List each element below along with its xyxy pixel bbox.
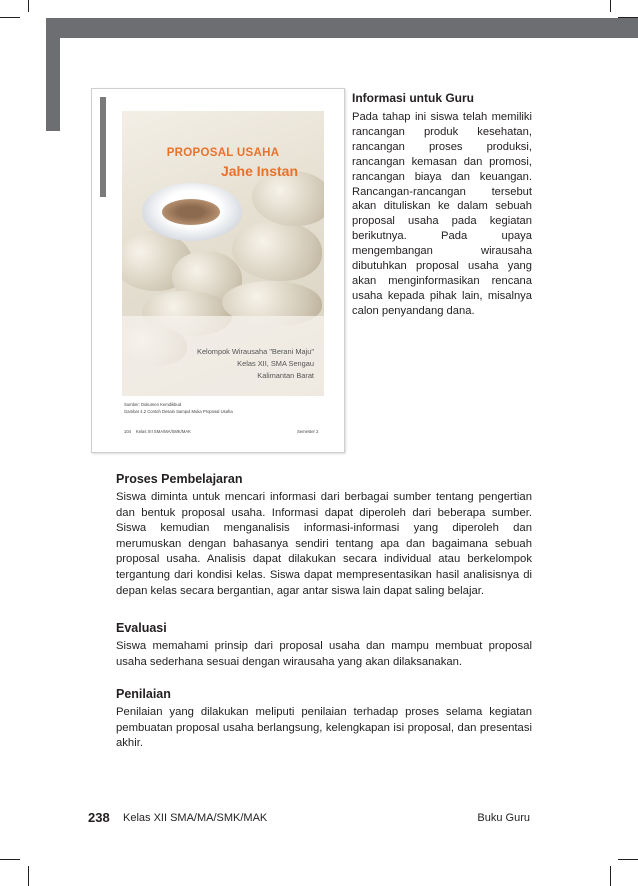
crop-mark — [610, 0, 611, 12]
ginger-illustration — [252, 171, 324, 226]
cover-region-line: Kalimantan Barat — [257, 371, 314, 380]
info-text: Pada tahap ini siswa telah memiliki rancangan produk kesehatan, rancangan proses produksi, rancangan kemasan dan promosi, rancangan biaya dan keuangan. Rancangan-rancangan tersebut akan dituliskan ke dalam sebuah proposal usaha pada kegiatan berikutnya. Pada upaya mengembangan wirausaha dibutuhkan proposal usaha yang akan menginformasikan rencana usaha kepada pihak lain, misalnya calon penyandang dana. — [352, 111, 532, 317]
cover-subtitle: Jahe Instan — [220, 163, 298, 179]
section-text-evaluation: Siswa memahami prinsip dari proposal usaha dan mampu membuat proposal usaha sederhana sesuai dengan wirausaha yang akan dilaksanakan. — [116, 640, 532, 668]
thumbnail-side-bar — [100, 97, 106, 197]
crop-mark — [610, 866, 611, 886]
thumbnail-caption: Gambar 4.2 Contoh Desain Sampul Muka Proposal Usaha — [124, 409, 233, 414]
header-band — [46, 18, 638, 38]
crop-mark — [0, 859, 20, 860]
cover-title: PROPOSAL USAHA — [166, 147, 280, 159]
cover-class-line: Kelas XII, SMA Sengau — [237, 359, 314, 368]
crop-mark — [0, 17, 20, 18]
powder-illustration — [162, 199, 220, 225]
section-heading-assessment: Penilaian — [116, 687, 171, 701]
thumbnail-source-note: Sumber: Dokumen Kemdikbud — [124, 402, 182, 407]
proposal-cover-image — [122, 111, 324, 396]
crop-mark — [28, 866, 29, 886]
section-text-process: Siswa diminta untuk mencari informasi dari berbagai sumber tentang pengertian dan bentuk proposal usaha. Informasi dapat diperoleh dari beberapa sumber. Siswa kemudian menganalisis informasi-informasi yang diperoleh dan merumuskan dengan bahasanya sendiri tentang apa dan bagaimana sebuah proposal usaha. Analisis dapat dilakukan secara individual atau berkelompok tergantung dari kondisi kelas. Siswa dapat mempresentasikan hasil analisisnya di depan kelas secara bergantian, agar antar siswa lain dapat saling belajar. — [116, 491, 532, 597]
section-text-assessment: Penilaian yang dilakukan meliputi penilaian terhadap proses selama kegiatan pembuatan proposal usaha berlangsung, kelengkapan isi proposal, dan presentasi akhir. — [116, 706, 532, 750]
section-heading-evaluation: Evaluasi — [116, 621, 167, 635]
cover-footer-band — [122, 316, 324, 396]
header-side-bar — [46, 38, 60, 131]
page-thumbnail — [91, 88, 345, 453]
thumbnail-footer: Kelas XII SMA/MA/SMK/MAK — [136, 429, 191, 434]
section-heading-process: Proses Pembelajaran — [116, 472, 243, 486]
page-number: 238 — [88, 810, 110, 825]
thumbnail-semester: Semester 2 — [297, 429, 319, 434]
cover-group-line: Kelompok Wirausaha "Berani Maju" — [197, 347, 314, 356]
footer-book: Kelas XII SMA/MA/SMK/MAK — [123, 812, 268, 824]
thumbnail-page-number: 104 — [124, 429, 131, 434]
crop-mark — [28, 0, 29, 12]
ginger-illustration — [232, 221, 322, 281]
crop-mark — [618, 859, 638, 860]
info-heading: Informasi untuk Guru — [352, 91, 475, 105]
footer-edition: Buku Guru — [477, 812, 530, 824]
